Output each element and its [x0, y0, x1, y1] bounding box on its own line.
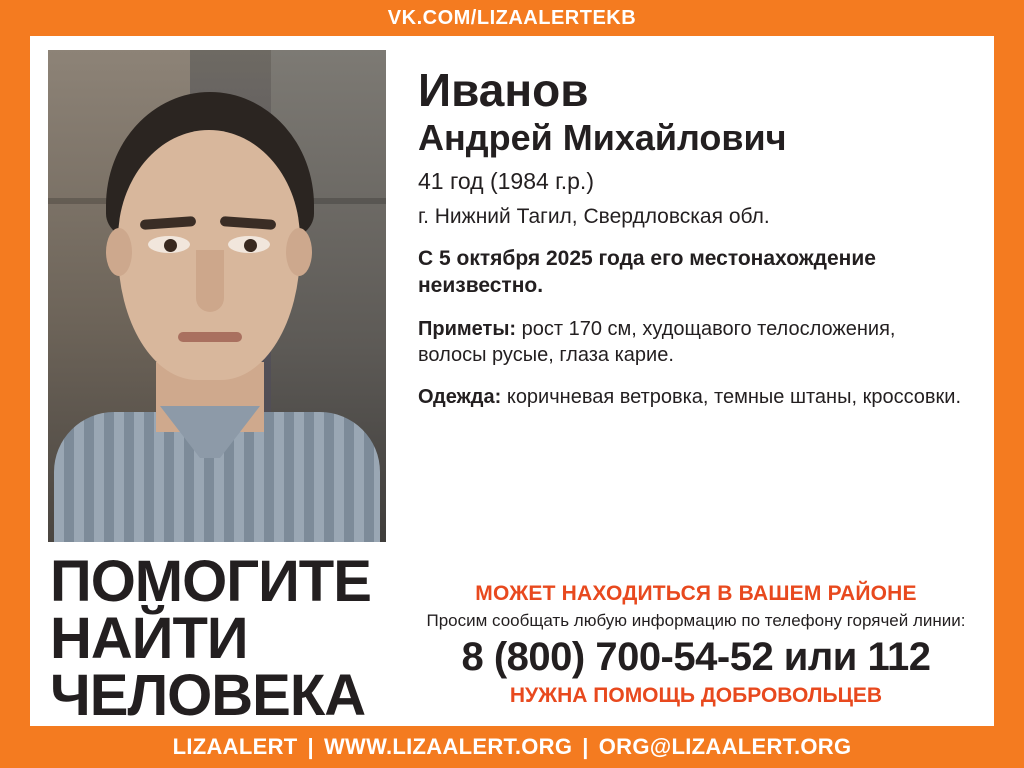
features-label: Приметы: [418, 317, 517, 340]
help-headline-line-2: НАЙТИ [50, 605, 248, 671]
clothes-paragraph [418, 384, 968, 410]
footer-email[interactable]: ORG@LIZAALERT.ORG [598, 734, 852, 759]
poster-card [30, 36, 994, 726]
help-headline-line-3: ЧЕЛОВЕКА [50, 662, 366, 728]
help-headline-line-1: ПОМОГИТЕ [50, 549, 371, 614]
top-banner [0, 0, 1024, 36]
footer-org: LIZAALERT [172, 734, 298, 759]
photo-nose [196, 250, 224, 312]
features-text: рост 170 см, худощавого телосложения, волосы русые, глаза карие. [418, 317, 896, 366]
footer-website[interactable]: WWW.LIZAALERT.ORG [323, 734, 573, 759]
clothes-text: коричневая ветровка, темные штаны, кроссовки. [501, 385, 962, 408]
person-age: 41 год (1984 г.р.) [418, 168, 594, 195]
help-headline [48, 549, 386, 728]
person-first-patronymic: Андрей Михайлович [418, 116, 787, 158]
contact-block [418, 582, 974, 708]
person-last-name: Иванов [418, 64, 589, 116]
left-column [30, 36, 386, 726]
maybe-near-you-text: МОЖЕТ НАХОДИТЬСЯ В ВАШЕМ РАЙОНЕ [475, 582, 917, 605]
photo-pupil-left [164, 239, 177, 252]
volunteers-needed-text: НУЖНА ПОМОЩЬ ДОБРОВОЛЬЦЕВ [509, 684, 883, 707]
photo-ear-right [286, 228, 312, 276]
portrait-photo [48, 50, 386, 542]
photo-ear-left [106, 228, 132, 276]
footer-separator-2: | [582, 734, 589, 759]
ask-info-text: Просим сообщать любую информацию по телефону горячей линии: [426, 611, 966, 630]
person-city: г. Нижний Тагил, Свердловская обл. [418, 205, 770, 229]
hotline-phone[interactable]: 8 (800) 700-54-52 или 112 [461, 635, 931, 679]
right-column [386, 36, 994, 726]
features-paragraph [418, 316, 968, 368]
clothes-label: Одежда: [418, 385, 502, 408]
photo-mouth [178, 332, 242, 342]
top-banner-text: VK.COM/LIZAALERTEKB [387, 6, 637, 29]
footer-separator-1: | [307, 734, 314, 759]
footer-bar [0, 726, 1024, 768]
missing-since-text: С 5 октября 2025 года его местонахождение неизвестно. [418, 247, 876, 298]
photo-pupil-right [244, 239, 257, 252]
